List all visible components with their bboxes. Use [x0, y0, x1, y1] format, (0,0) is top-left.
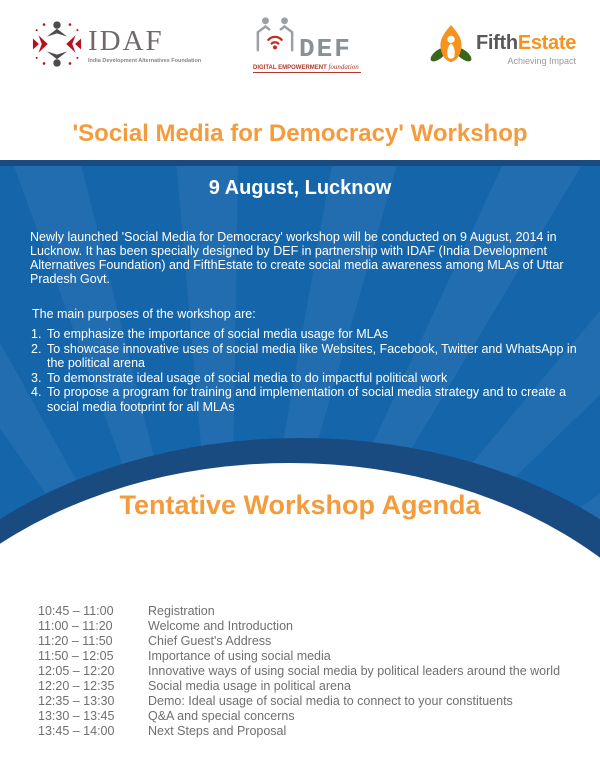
top-divider [0, 160, 600, 166]
idaf-text-block [88, 26, 201, 64]
table-row [38, 604, 583, 619]
def-house-wifi-icon [253, 16, 297, 61]
def-tagline: DIGITAL EMPOWERMENT foundation [253, 63, 361, 73]
page-title: 'Social Media for Democracy' Workshop [72, 120, 528, 147]
table-row [38, 694, 583, 709]
logo-band [0, 0, 600, 100]
list-item: To demonstrate ideal usage of social media to do impactful political work [47, 370, 448, 385]
def-wordmark: DEF [299, 34, 352, 64]
fifth-estate-text-block [476, 33, 576, 66]
table-row [38, 619, 583, 634]
agenda-title: Tentative Workshop Agenda [119, 490, 481, 520]
agenda-activity: Chief Guest's Address [148, 634, 272, 648]
agenda-activity: Welcome and Introduction [148, 619, 293, 633]
agenda-activity: Next Steps and Proposal [148, 724, 287, 738]
fifth-estate-logo [430, 24, 576, 73]
agenda-activity: Innovative ways of using social media by political leaders around the world [148, 664, 561, 678]
agenda-time: 12:35 – 13:30 [38, 694, 115, 708]
table-row [38, 649, 583, 664]
agenda-activity: Social media usage in political arena [148, 679, 351, 693]
table-row [38, 664, 583, 679]
agenda-activity: Q&A and special concerns [148, 709, 295, 723]
intro-paragraph: Newly launched 'Social Media for Democracy' workshop will be conducted on 9 August, 2014 in Lucknow. It has been specially designed by DEF in partnership with IDAF (India Development Alternatives Foundation) and FifthEstate to create social media awareness among MLAs of Uttar Pradesh Govt. [30, 230, 564, 286]
idaf-tagline: India Development Alternatives Foundation [88, 58, 202, 64]
agenda-time: 11:00 – 11:20 [38, 619, 113, 633]
table-row [38, 634, 583, 649]
def-logo [253, 16, 361, 73]
agenda-activity: Importance of using social media [148, 649, 331, 663]
fifth-estate-wordmark: FifthEstate [476, 32, 577, 54]
list-item: To emphasize the importance of social media usage for MLAs [47, 327, 389, 341]
fifth-estate-tagline: Achieving Impact [507, 56, 577, 66]
list-item: To propose a program for training and implementation of social media strategy and to create a social media footprint for all MLAs [47, 385, 567, 414]
agenda-activity: Demo: Ideal usage of social media to connect to your constituents [148, 694, 513, 708]
purposes-heading: The main purposes of the workshop are: [32, 307, 256, 321]
agenda-table [38, 577, 583, 739]
hero-section [0, 160, 600, 600]
table-row [38, 724, 583, 739]
agenda-time: 11:20 – 11:50 [38, 634, 113, 648]
table-row [38, 679, 583, 694]
idaf-logo [32, 19, 201, 74]
agenda-time: 12:20 – 12:35 [38, 679, 115, 693]
agenda-time: 12:05 – 12:20 [38, 664, 115, 678]
agenda-time: 10:45 – 11:00 [38, 604, 114, 618]
agenda-time: 11:50 – 12:05 [38, 649, 114, 663]
list-item: To showcase innovative uses of social media like Websites, Facebook, Twitter and WhatsApp in the political arena [47, 341, 577, 370]
purposes-list [30, 327, 582, 414]
idaf-wordmark: IDAF [88, 25, 164, 57]
event-date-location: 9 August, Lucknow [208, 177, 392, 199]
idaf-emblem-icon [32, 19, 82, 74]
fifth-estate-flower-icon [430, 24, 472, 73]
agenda-time: 13:45 – 14:00 [38, 724, 115, 738]
agenda-activity: Registration [148, 604, 215, 618]
table-row [38, 709, 583, 724]
agenda-time: 13:30 – 13:45 [38, 709, 115, 723]
